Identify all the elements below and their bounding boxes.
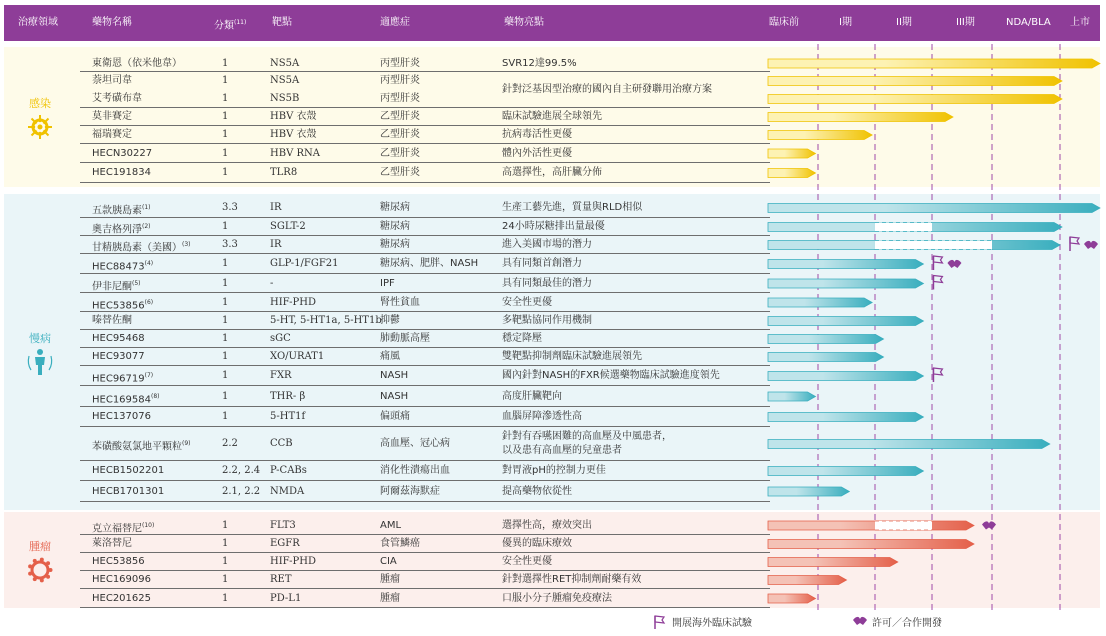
drug-highlight: 對胃液pH的控制力更佳 xyxy=(502,465,606,476)
drug-indication: 丙型肝炎 xyxy=(380,93,420,104)
header-phase-2: II期 xyxy=(896,17,912,28)
drug-target: NMDA xyxy=(270,486,305,497)
drug-indication: 食管鱗癌 xyxy=(380,538,420,549)
drug-target: 5-HT1f xyxy=(270,411,306,422)
drug-target: NS5A xyxy=(270,75,300,86)
drug-indication: NASH xyxy=(380,370,409,381)
drug-name: HEC95468 xyxy=(92,333,145,344)
legend-overseas: 開展海外臨床試驗 xyxy=(672,618,752,629)
drug-class: 1 xyxy=(222,411,229,422)
header-domain: 治療領域 xyxy=(18,17,58,28)
pipeline-bar-gap xyxy=(875,521,932,530)
header-phase-market: 上市 xyxy=(1070,17,1090,28)
header-indication: 適應症 xyxy=(380,17,410,28)
pipeline-bar xyxy=(768,440,1050,449)
drug-name: HEC169096 xyxy=(92,574,151,585)
flag-icon xyxy=(933,368,942,382)
drug-class: 3.3 xyxy=(222,239,238,250)
flag-icon xyxy=(933,256,942,270)
drug-indication: 糖尿病、肥胖、NASH xyxy=(380,258,479,269)
drug-highlight: 穩定降壓 xyxy=(502,333,542,344)
drug-indication: IPF xyxy=(380,278,395,289)
drug-name: 萘坦司韋 xyxy=(92,75,132,86)
drug-indication: 糖尿病 xyxy=(380,221,410,232)
drug-name: 艾考磺布韋 xyxy=(92,93,142,104)
drug-name: 莫非賽定 xyxy=(92,111,132,122)
header-phase-3: III期 xyxy=(956,17,975,28)
drug-target: HIF-PHD xyxy=(270,556,317,567)
drug-name: 甘精胰島素（美國）$^{(3)}$ xyxy=(92,241,191,254)
drug-class: 1 xyxy=(222,351,229,362)
drug-class: 2.2, 2.4 xyxy=(222,465,261,476)
drug-class: 1 xyxy=(222,593,229,604)
drug-highlight: 提高藥物依從性 xyxy=(502,486,572,497)
pipeline-bar xyxy=(768,113,953,122)
drug-indication: 痛風 xyxy=(380,351,400,362)
drug-indication: 糖尿病 xyxy=(380,239,410,250)
drug-target: XO/URAT1 xyxy=(270,351,325,362)
drug-target: sGC xyxy=(270,333,291,344)
drug-name: HEC169584$^{(8)}$ xyxy=(92,393,160,406)
drug-class: 1 xyxy=(222,58,229,69)
flag-icon xyxy=(933,276,942,290)
drug-highlight: 口服小分子腫瘤免疫療法 xyxy=(502,593,612,604)
drug-class: 1 xyxy=(222,148,229,159)
drug-target: GLP-1/FGF21 xyxy=(270,258,339,269)
drug-name: 五款胰島素$^{(1)}$ xyxy=(92,204,151,217)
drug-class: 2.1, 2.2 xyxy=(222,486,261,497)
pipeline-bar xyxy=(768,260,923,269)
drug-name: 奧吉格列淨$^{(2)}$ xyxy=(92,223,151,236)
pipeline-bar xyxy=(768,576,847,585)
drug-class: 1 xyxy=(222,520,229,531)
drug-name: 嗪替佐酮 xyxy=(92,315,132,326)
drug-highlight: 具有同類首創潛力 xyxy=(502,258,582,269)
drug-highlight: 具有同類最佳的潛力 xyxy=(502,278,592,289)
pipeline-bar xyxy=(768,77,1062,86)
drug-name: 福瑞賽定 xyxy=(92,129,132,140)
drug-target: NS5B xyxy=(270,93,300,104)
pipeline-bar xyxy=(768,149,816,158)
drug-indication: 乙型肝炎 xyxy=(380,129,420,140)
drug-target: THR- β xyxy=(270,391,306,402)
pipeline-bar xyxy=(768,540,974,549)
drug-target: HBV 衣殼 xyxy=(270,129,317,140)
header-phase-preclinical: 臨床前 xyxy=(769,17,799,28)
drug-highlight: 抗病毒活性更優 xyxy=(502,129,572,140)
drug-class: 1 xyxy=(222,258,229,269)
drug-indication: 乙型肝炎 xyxy=(380,111,420,122)
header-class: 分類$^{(11)}$ xyxy=(214,19,247,32)
drug-indication: 偏頭痛 xyxy=(380,411,410,422)
drug-name: HECB1701301 xyxy=(92,486,165,497)
drug-target: HBV 衣殼 xyxy=(270,111,317,122)
pipeline-bar xyxy=(768,413,923,422)
drug-highlight: 24小時尿糖排出量最優 xyxy=(502,221,605,232)
drug-name: HEC93077 xyxy=(92,351,145,362)
drug-indication: 乙型肝炎 xyxy=(380,167,420,178)
pipeline-bar xyxy=(768,95,1062,104)
drug-highlight: 體內外活性更優 xyxy=(502,148,572,159)
drug-highlight: 生產工藝先進，質量與RLD相似 xyxy=(502,202,643,213)
drug-indication: 高血壓、冠心病 xyxy=(380,438,450,449)
drug-indication: 抑鬱 xyxy=(380,315,400,326)
drug-target: IR xyxy=(270,202,282,213)
drug-highlight: 進入美國市場的潛力 xyxy=(502,239,592,250)
drug-indication: 消化性潰瘍出血 xyxy=(380,465,450,476)
handshake-icon xyxy=(982,521,996,529)
drug-target: HIF-PHD xyxy=(270,297,317,308)
drug-name: HEC191834 xyxy=(92,167,151,178)
drug-class: 2.2 xyxy=(222,438,238,449)
drug-class: 1 xyxy=(222,391,229,402)
drug-indication: NASH xyxy=(380,391,409,402)
drug-highlight: 安全性更優 xyxy=(502,297,552,308)
drug-target: FXR xyxy=(270,370,292,381)
drug-target: HBV RNA xyxy=(270,148,320,159)
legend-license: 許可／合作開發 xyxy=(872,618,942,629)
drug-highlight: 優異的臨床療效 xyxy=(502,538,572,549)
drug-indication: 乙型肝炎 xyxy=(380,148,420,159)
drug-indication: 丙型肝炎 xyxy=(380,58,420,69)
drug-name: HECB1502201 xyxy=(92,465,165,476)
drug-class: 1 xyxy=(222,574,229,585)
drug-name: 伊非尼酮$^{(5)}$ xyxy=(92,280,141,293)
drug-target: 5-HT, 5-HT1a, 5-HT1b xyxy=(270,315,382,326)
drug-highlight: 臨床試驗進展全球領先 xyxy=(502,111,602,122)
drug-indication: 丙型肝炎 xyxy=(380,75,420,86)
drug-indication: CIA xyxy=(380,556,397,567)
drug-class: 1 xyxy=(222,315,229,326)
handshake-icon xyxy=(1084,241,1098,249)
pipeline-bar xyxy=(768,335,884,344)
pipeline-bar xyxy=(768,59,1100,68)
drug-name: 苯磺酸氨氯地平顆粒$^{(9)}$ xyxy=(92,440,191,453)
drug-highlight: 選擇性高，療效突出 xyxy=(502,520,592,531)
drug-highlight: 針對有吞嚥困難的高血壓及中風患者， xyxy=(502,431,672,442)
drug-target: CCB xyxy=(270,438,293,449)
pipeline-bar xyxy=(768,392,816,401)
pipeline-bar xyxy=(768,372,923,381)
drug-highlight: 雙靶點抑制劑臨床試驗進展領先 xyxy=(502,351,642,362)
drug-class: 1 xyxy=(222,75,229,86)
drug-indication: 糖尿病 xyxy=(380,202,410,213)
drug-indication: 腫瘤 xyxy=(380,574,400,585)
drug-highlight: 高度肝臟靶向 xyxy=(502,391,562,402)
drug-target: EGFR xyxy=(270,538,300,549)
category-label: 感染 xyxy=(29,97,51,110)
drug-target: P-CABs xyxy=(270,465,307,476)
pipeline-bar xyxy=(768,317,923,326)
pipeline-bar xyxy=(768,521,974,530)
drug-class: 1 xyxy=(222,370,229,381)
pipeline-bar xyxy=(768,204,1100,213)
drug-indication: AML xyxy=(380,520,402,531)
drug-target: PD-L1 xyxy=(270,593,302,604)
drug-name: HEC53856$^{(6)}$ xyxy=(92,299,154,312)
pipeline-bar xyxy=(768,353,884,362)
drug-target: TLR8 xyxy=(270,167,298,178)
pipeline-bar-gap xyxy=(875,223,932,232)
drug-highlight-line2: 以及患有高血壓的兒童患者 xyxy=(502,445,622,456)
drug-class: 1 xyxy=(222,167,229,178)
drug-target: FLT3 xyxy=(270,520,296,531)
drug-class: 1 xyxy=(222,129,229,140)
pipeline-bar xyxy=(768,169,816,178)
drug-class: 1 xyxy=(222,556,229,567)
header-phase-1: I期 xyxy=(839,17,852,28)
flag-icon xyxy=(1070,237,1079,251)
pipeline-bar xyxy=(768,131,872,140)
header-target: 靶點 xyxy=(272,17,292,28)
drug-highlight: SVR12達99.5% xyxy=(502,58,577,69)
pipeline-bar xyxy=(768,298,872,307)
drug-highlight: 針對泛基因型治療的國內自主研發聯用治療方案 xyxy=(502,84,712,95)
drug-target: SGLT-2 xyxy=(270,221,306,232)
drug-name: 克立福替尼$^{(10)}$ xyxy=(92,522,155,535)
drug-class: 1 xyxy=(222,297,229,308)
drug-name: HEC137076 xyxy=(92,411,151,422)
drug-indication: 腫瘤 xyxy=(380,593,400,604)
drug-class: 3.3 xyxy=(222,202,238,213)
drug-indication: 腎性貧血 xyxy=(380,297,420,308)
header-highlight: 藥物亮點 xyxy=(504,17,544,28)
pipeline-bar xyxy=(768,594,816,603)
drug-class: 1 xyxy=(222,93,229,104)
handshake-icon xyxy=(852,614,868,628)
drug-class: 1 xyxy=(222,111,229,122)
drug-indication: 阿爾茲海默症 xyxy=(380,486,440,497)
drug-highlight: 血腦屏障滲透性高 xyxy=(502,411,582,422)
drug-target: NS5A xyxy=(270,58,300,69)
pipeline-bar xyxy=(768,467,923,476)
drug-highlight: 針對選擇性RET抑制劑耐藥有效 xyxy=(502,574,642,585)
drug-target: RET xyxy=(270,574,292,585)
pipeline-bar-gap xyxy=(875,241,992,250)
drug-name: 萊洛替尼 xyxy=(92,538,132,549)
header-name: 藥物名稱 xyxy=(92,17,132,28)
handshake-icon xyxy=(947,260,961,268)
category-label: 腫瘤 xyxy=(29,540,51,553)
drug-name: HEC53856 xyxy=(92,556,145,567)
drug-highlight: 安全性更優 xyxy=(502,556,552,567)
header-phase-nda: NDA/BLA xyxy=(1006,17,1051,28)
drug-highlight: 國內針對NASH的FXR候選藥物臨床試驗進度領先 xyxy=(502,370,720,381)
pipeline-bar xyxy=(768,279,923,288)
pipeline-bar xyxy=(768,558,898,567)
drug-class: 1 xyxy=(222,221,229,232)
drug-highlight: 多靶點協同作用機制 xyxy=(502,315,592,326)
category-label: 慢病 xyxy=(29,332,51,345)
drug-target: IR xyxy=(270,239,282,250)
drug-class: 1 xyxy=(222,538,229,549)
drug-target: - xyxy=(270,278,274,289)
pipeline-bar xyxy=(768,487,849,496)
drug-name: HEC96719$^{(7)}$ xyxy=(92,372,154,385)
drug-highlight: 高選擇性，高肝臟分佈 xyxy=(502,167,602,178)
drug-indication: 肺動脈高壓 xyxy=(380,333,430,344)
drug-name: HEC88473$^{(4)}$ xyxy=(92,260,154,273)
drug-name: 東衛恩（依米他韋） xyxy=(92,58,182,69)
drug-class: 1 xyxy=(222,333,229,344)
drug-name: HECN30227 xyxy=(92,148,153,159)
drug-class: 1 xyxy=(222,278,229,289)
flag-icon xyxy=(652,614,666,630)
drug-name: HEC201625 xyxy=(92,593,151,604)
